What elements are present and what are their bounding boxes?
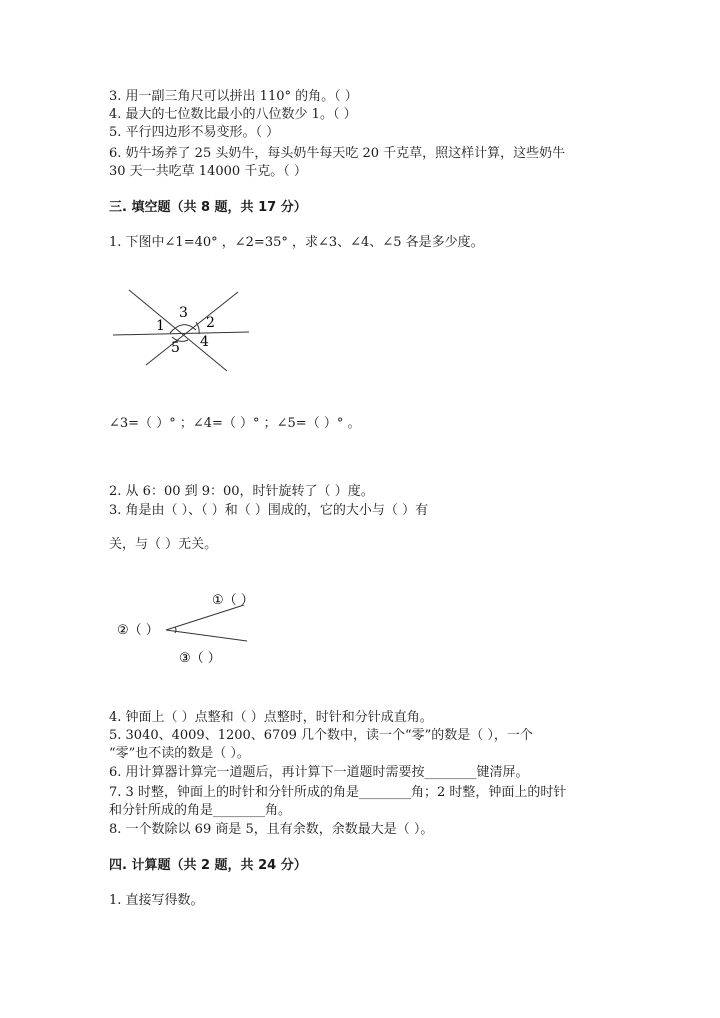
fill-q7-line1: 7. 3 时整，钟面上的时针和分针所成的角是________角；2 时整，钟面上的时针 <box>109 785 567 800</box>
fig1-label-1: 1 <box>156 318 165 334</box>
judge-item-3: 3. 用一副三角尺可以拼出 110° 的角。（ ） <box>109 89 358 104</box>
fill-q4: 4. 钟面上（ ）点整和（ ）点整时，时针和分针成直角。 <box>109 710 433 725</box>
fill-q5-line2: “零”也不读的数是（ ）。 <box>109 746 250 761</box>
fig1-label-2: 2 <box>206 315 215 331</box>
fill-q2: 2. 从 6：00 到 9：00，时针旋转了（ ）度。 <box>109 484 374 499</box>
fill-q1-answer: ∠3=（ ）° ；∠4=（ ）° ；∠5=（ ）° 。 <box>109 416 361 431</box>
fill-q7-line2: 和分针所成的角是________角。 <box>109 803 292 818</box>
judge-item-4: 4. 最大的七位数比最小的八位数少 1。（ ） <box>109 107 357 122</box>
fig2-label-3: ③（ ） <box>179 651 221 666</box>
fig2-ray-up <box>166 605 244 630</box>
fig1-label-4: 4 <box>200 334 209 350</box>
calc-q1: 1. 直接写得数。 <box>109 893 204 908</box>
fig2-vertex-arc <box>175 627 176 633</box>
fill-q8: 8. 一个数除以 69 商是 5，且有余数，余数最大是（ ）。 <box>109 822 434 837</box>
fill-q1-text: 1. 下图中∠1=40° ，∠2=35° ，求∠3、∠4、∠5 各是多少度。 <box>109 235 484 250</box>
section-3-heading: 三. 填空题（共 8 题，共 17 分） <box>109 200 307 215</box>
fig2-label-2: ②（ ） <box>117 623 159 638</box>
judge-item-5: 5. 平行四边形不易变形。（ ） <box>109 125 280 140</box>
section-4-heading: 四. 计算题（共 2 题，共 24 分） <box>109 858 307 873</box>
fill-q3-line1: 3. 角是由（ ）、（ ）和（ ）围成的，它的大小与（ ）有 <box>109 503 429 518</box>
fig2-ray-down <box>166 630 247 641</box>
fig1-label-5: 5 <box>171 340 180 356</box>
fill-q3-line2: 关，与（ ）无关。 <box>109 537 218 552</box>
judge-item-6-line2: 30 天一共吃草 14000 千克。（ ） <box>109 164 307 179</box>
fill-q5-line1: 5. 3040、4009、1200、6709 几个数中，读一个“零”的数是（ ），一个 <box>109 728 533 743</box>
fill-q6: 6. 用计算器计算完一道题后，再计算下一道题时需要按________键清屏。 <box>109 765 529 780</box>
fig2-label-1: ①（ ） <box>212 593 254 608</box>
fig1-label-3: 3 <box>179 305 188 321</box>
judge-item-6-line1: 6. 奶牛场养了 25 头奶牛，每头奶牛每天吃 20 千克草，照这样计算，这些奶牛 <box>109 146 566 161</box>
